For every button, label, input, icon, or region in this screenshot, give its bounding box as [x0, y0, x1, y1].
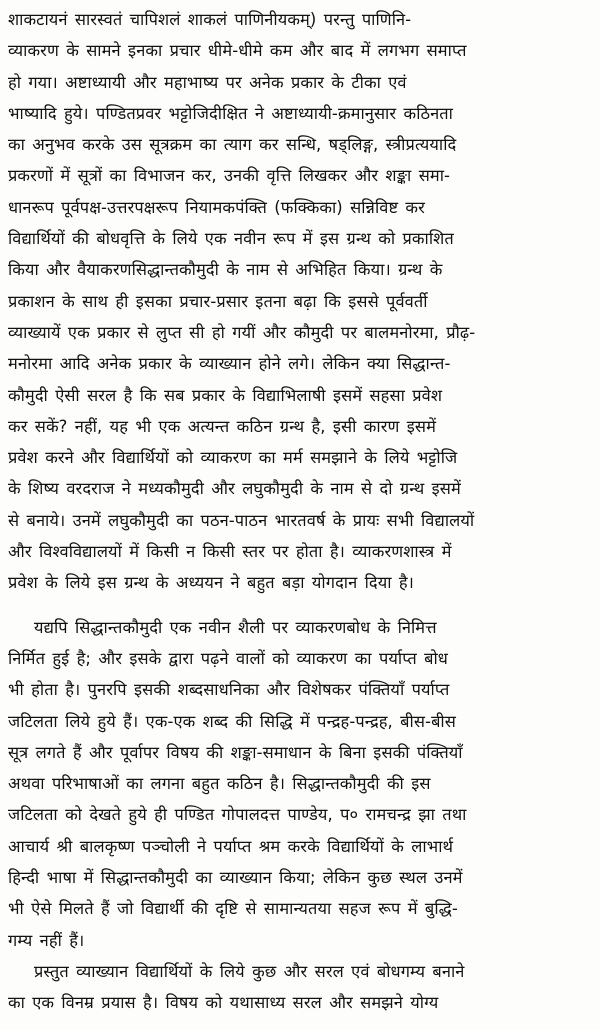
- text-line: और विश्वविद्यालयों में किसी न किसी स्तर पर होता है। व्याकरणशास्त्र में: [8, 542, 452, 562]
- text-line: प्रवेश करने और विद्यार्थियों को व्याकरण का मर्म समझाने के लिये भट्टोजि: [8, 448, 458, 468]
- text-line: का एक विनम्र प्रयास है। विषय को यथासाध्य सरल और समझने योग्य: [8, 993, 439, 1013]
- text-line: विद्यार्थियों की बोधवृत्ति के लिये एक नवीन रूप में इस ग्रन्थ को प्रकाशित: [8, 229, 454, 249]
- text-line: प्रकरणों में सूत्रों का विभाजन कर, उनकी वृत्ति लिखकर और शङ्का समा-: [8, 166, 451, 186]
- text-line: धानरूप पूर्वपक्ष-उत्तरपक्षरूप नियामकपंक्ति (फक्किका) सन्निविष्ट कर: [8, 197, 425, 217]
- text-line: का अनुभव करके उस सूत्रक्रम का त्याग कर सन्धि, षड्लिङ्ग, स्त्रीप्रत्ययादि: [8, 135, 457, 155]
- text-line: भाष्यादि हुये। पण्डितप्रवर भट्टोजिदीक्षित ने अष्टाध्यायी-क्रमानुसार कठिनता: [8, 103, 453, 123]
- paragraph-3: [8, 956, 594, 1019]
- text-line: कौमुदी ऐसी सरल है कि सब प्रकार के विद्याभिलाषी इसमें सहसा प्रवेश: [8, 385, 443, 405]
- text-line: आचार्य श्री बालकृष्ण पञ्चोली ने पर्याप्त श्रम करके विद्यार्थियों के लाभार्थ: [8, 836, 454, 856]
- text-line: प्रकाशन के साथ ही इसका प्रचार-प्रसार इतना बढ़ा कि इससे पूर्ववर्ती: [8, 291, 428, 311]
- text-line: हो गया। अष्टाध्यायी और महाभाष्य पर अनेक प्रकार के टीका एवं: [8, 72, 407, 92]
- text-line: कर सकें? नहीं, यह भी एक अत्यन्त कठिन ग्रन्थ है, इसी कारण इसमें: [8, 416, 436, 436]
- text-line: जटिलता लिये हुये हैं। एक-एक शब्द की सिद्धि में पन्द्रह-पन्द्रह, बीस-बीस: [8, 711, 456, 731]
- text-line: शाकटायनं सारस्वतं चापिशलं शाकलं पाणिनीयकम्) परन्तु पाणिनि-: [8, 10, 412, 29]
- text-line: भी ऐसे मिलते हैं जो विद्यार्थी की दृष्टि से सामान्यतया सहज रूप में बुद्धि-: [8, 899, 458, 919]
- paragraph-1: [8, 4, 594, 599]
- paragraph-2: [8, 612, 594, 956]
- text-line: हिन्दी भाषा में सिद्धान्तकौमुदी का व्याख्यान किया; लेकिन कुछ स्थल उनमें: [8, 868, 463, 888]
- text-line: प्रवेश के लिये इस ग्रन्थ के अध्ययन ने बहुत बड़ा योगदान दिया है।: [8, 573, 414, 593]
- text-line: जटिलता को देखते हुये ही पण्डित गोपालदत्त पाण्डेय, प० रामचन्द्र झा तथा: [8, 805, 467, 825]
- paragraph-gap: [8, 599, 594, 612]
- text-line: के शिष्य वरदराज ने मध्यकौमुदी और लघुकौमुदी के नाम से दो ग्रन्थ इसमें: [8, 479, 461, 499]
- text-line: मनोरमा आदि अनेक प्रकार के व्याख्यान होने लगे। लेकिन क्या सिद्धान्त-: [8, 354, 451, 374]
- text-line: व्याख्यायें एक प्रकार से लुप्त सी हो गयीं और कौमुदी पर बालमनोरमा, प्रौढ़-: [8, 322, 476, 342]
- text-line: सूत्र लगते हैं और पूर्वापर विषय की शङ्का-समाधान के बिना इसकी पंक्तियाँ: [8, 742, 463, 762]
- text-line: गम्य नहीं हैं।: [8, 930, 85, 950]
- text-line: व्याकरण के सामने इनका प्रचार धीमे-धीमे कम और बाद में लगभग समाप्त: [8, 41, 467, 61]
- text-line: किया और वैयाकरणसिद्धान्तकौमुदी के नाम से अभिहित किया। ग्रन्थ के: [8, 260, 443, 280]
- text-line: यद्यपि सिद्धान्तकौमुदी एक नवीन शैली पर व्याकरणबोध के निमित्त: [34, 617, 437, 637]
- text-line: से बनाये। उनमें लघुकौमुदी का पठन-पाठन भारतवर्ष के प्रायः सभी विद्यालयों: [8, 510, 475, 530]
- text-line: भी होता है। पुनरपि इसकी शब्दसाधनिका और विशेषकर पंक्तियाँ पर्याप्त: [8, 680, 450, 700]
- text-line: निर्मित हुई है; और इसके द्वारा पढ़ने वालों को व्याकरण का पर्याप्त बोध: [8, 648, 448, 668]
- text-line: प्रस्तुत व्याख्यान विद्यार्थियों के लिये कुछ और सरल एवं बोधगम्य बनाने: [34, 961, 465, 981]
- text-line: अथवा परिभाषाओं का लगना बहुत कठिन है। सिद्धान्तकौमुदी की इस: [8, 774, 431, 794]
